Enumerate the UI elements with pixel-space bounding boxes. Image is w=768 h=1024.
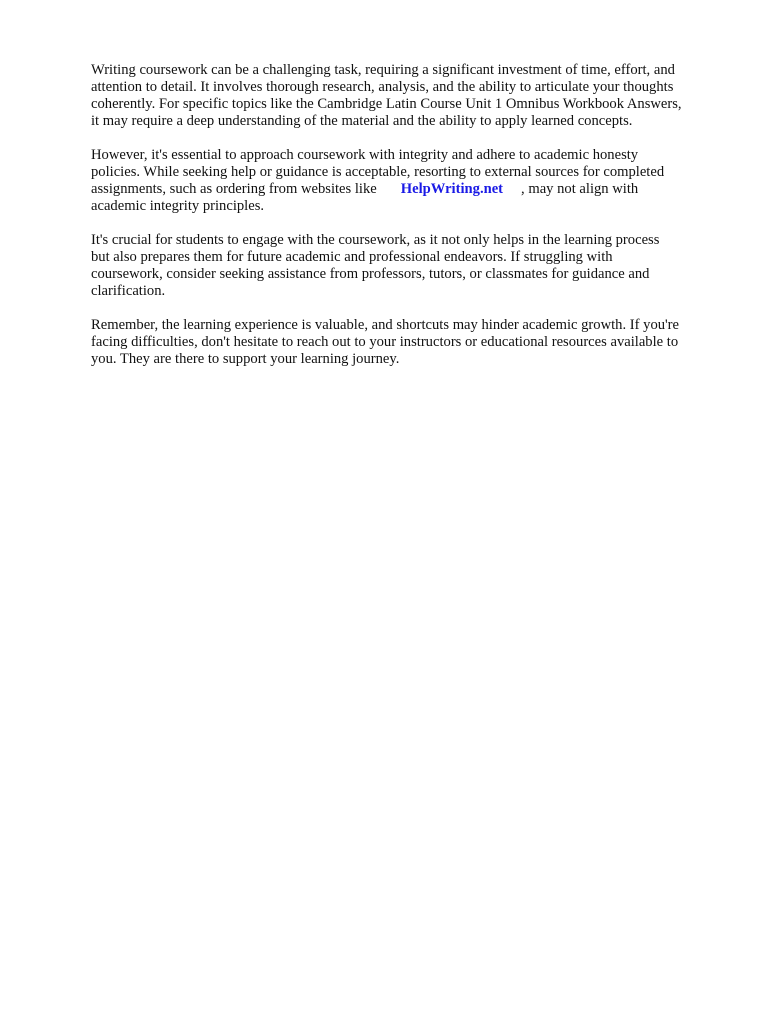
text-line: facing difficulties, don't hesitate to reach out to your instructors or educational resources available to bbox=[91, 334, 679, 350]
text-line: Remember, the learning experience is valuable, and shortcuts may hinder academic growth. If you're bbox=[91, 317, 680, 333]
text-line: attention to detail. It involves thorough research, analysis, and the ability to articulate your thoughts bbox=[91, 79, 674, 95]
text-segment: assignments, such as ordering from websites like bbox=[91, 181, 377, 197]
text-line: It's crucial for students to engage with the coursework, as it not only helps in the learning process bbox=[91, 232, 660, 248]
text-line: Writing coursework can be a challenging task, requiring a significant investment of time, effort, and bbox=[91, 62, 675, 78]
text-line: but also prepares them for future academic and professional endeavors. If struggling with bbox=[91, 249, 613, 265]
document-page bbox=[91, 62, 731, 385]
paragraph-intro bbox=[91, 62, 731, 130]
text-line: However, it's essential to approach coursework with integrity and adhere to academic honesty bbox=[91, 147, 639, 163]
paragraph-engagement bbox=[91, 232, 731, 300]
paragraph-remember bbox=[91, 317, 731, 368]
text-line: it may require a deep understanding of the material and the ability to apply learned concepts. bbox=[91, 113, 633, 129]
text-line: you. They are there to support your learning journey. bbox=[91, 351, 400, 367]
helpwriting-link[interactable]: HelpWriting.net bbox=[400, 181, 504, 197]
text-line-with-link bbox=[91, 181, 731, 198]
text-segment: , may not align with bbox=[521, 181, 639, 197]
text-line: policies. While seeking help or guidance is acceptable, resorting to external sources for completed bbox=[91, 164, 665, 180]
text-line: clarification. bbox=[91, 283, 166, 299]
paragraph-integrity bbox=[91, 147, 731, 215]
text-line: coursework, consider seeking assistance from professors, tutors, or classmates for guidance and bbox=[91, 266, 650, 282]
text-line: coherently. For specific topics like the Cambridge Latin Course Unit 1 Omnibus Workbook Answers, bbox=[91, 96, 682, 112]
text-line: academic integrity principles. bbox=[91, 198, 265, 214]
